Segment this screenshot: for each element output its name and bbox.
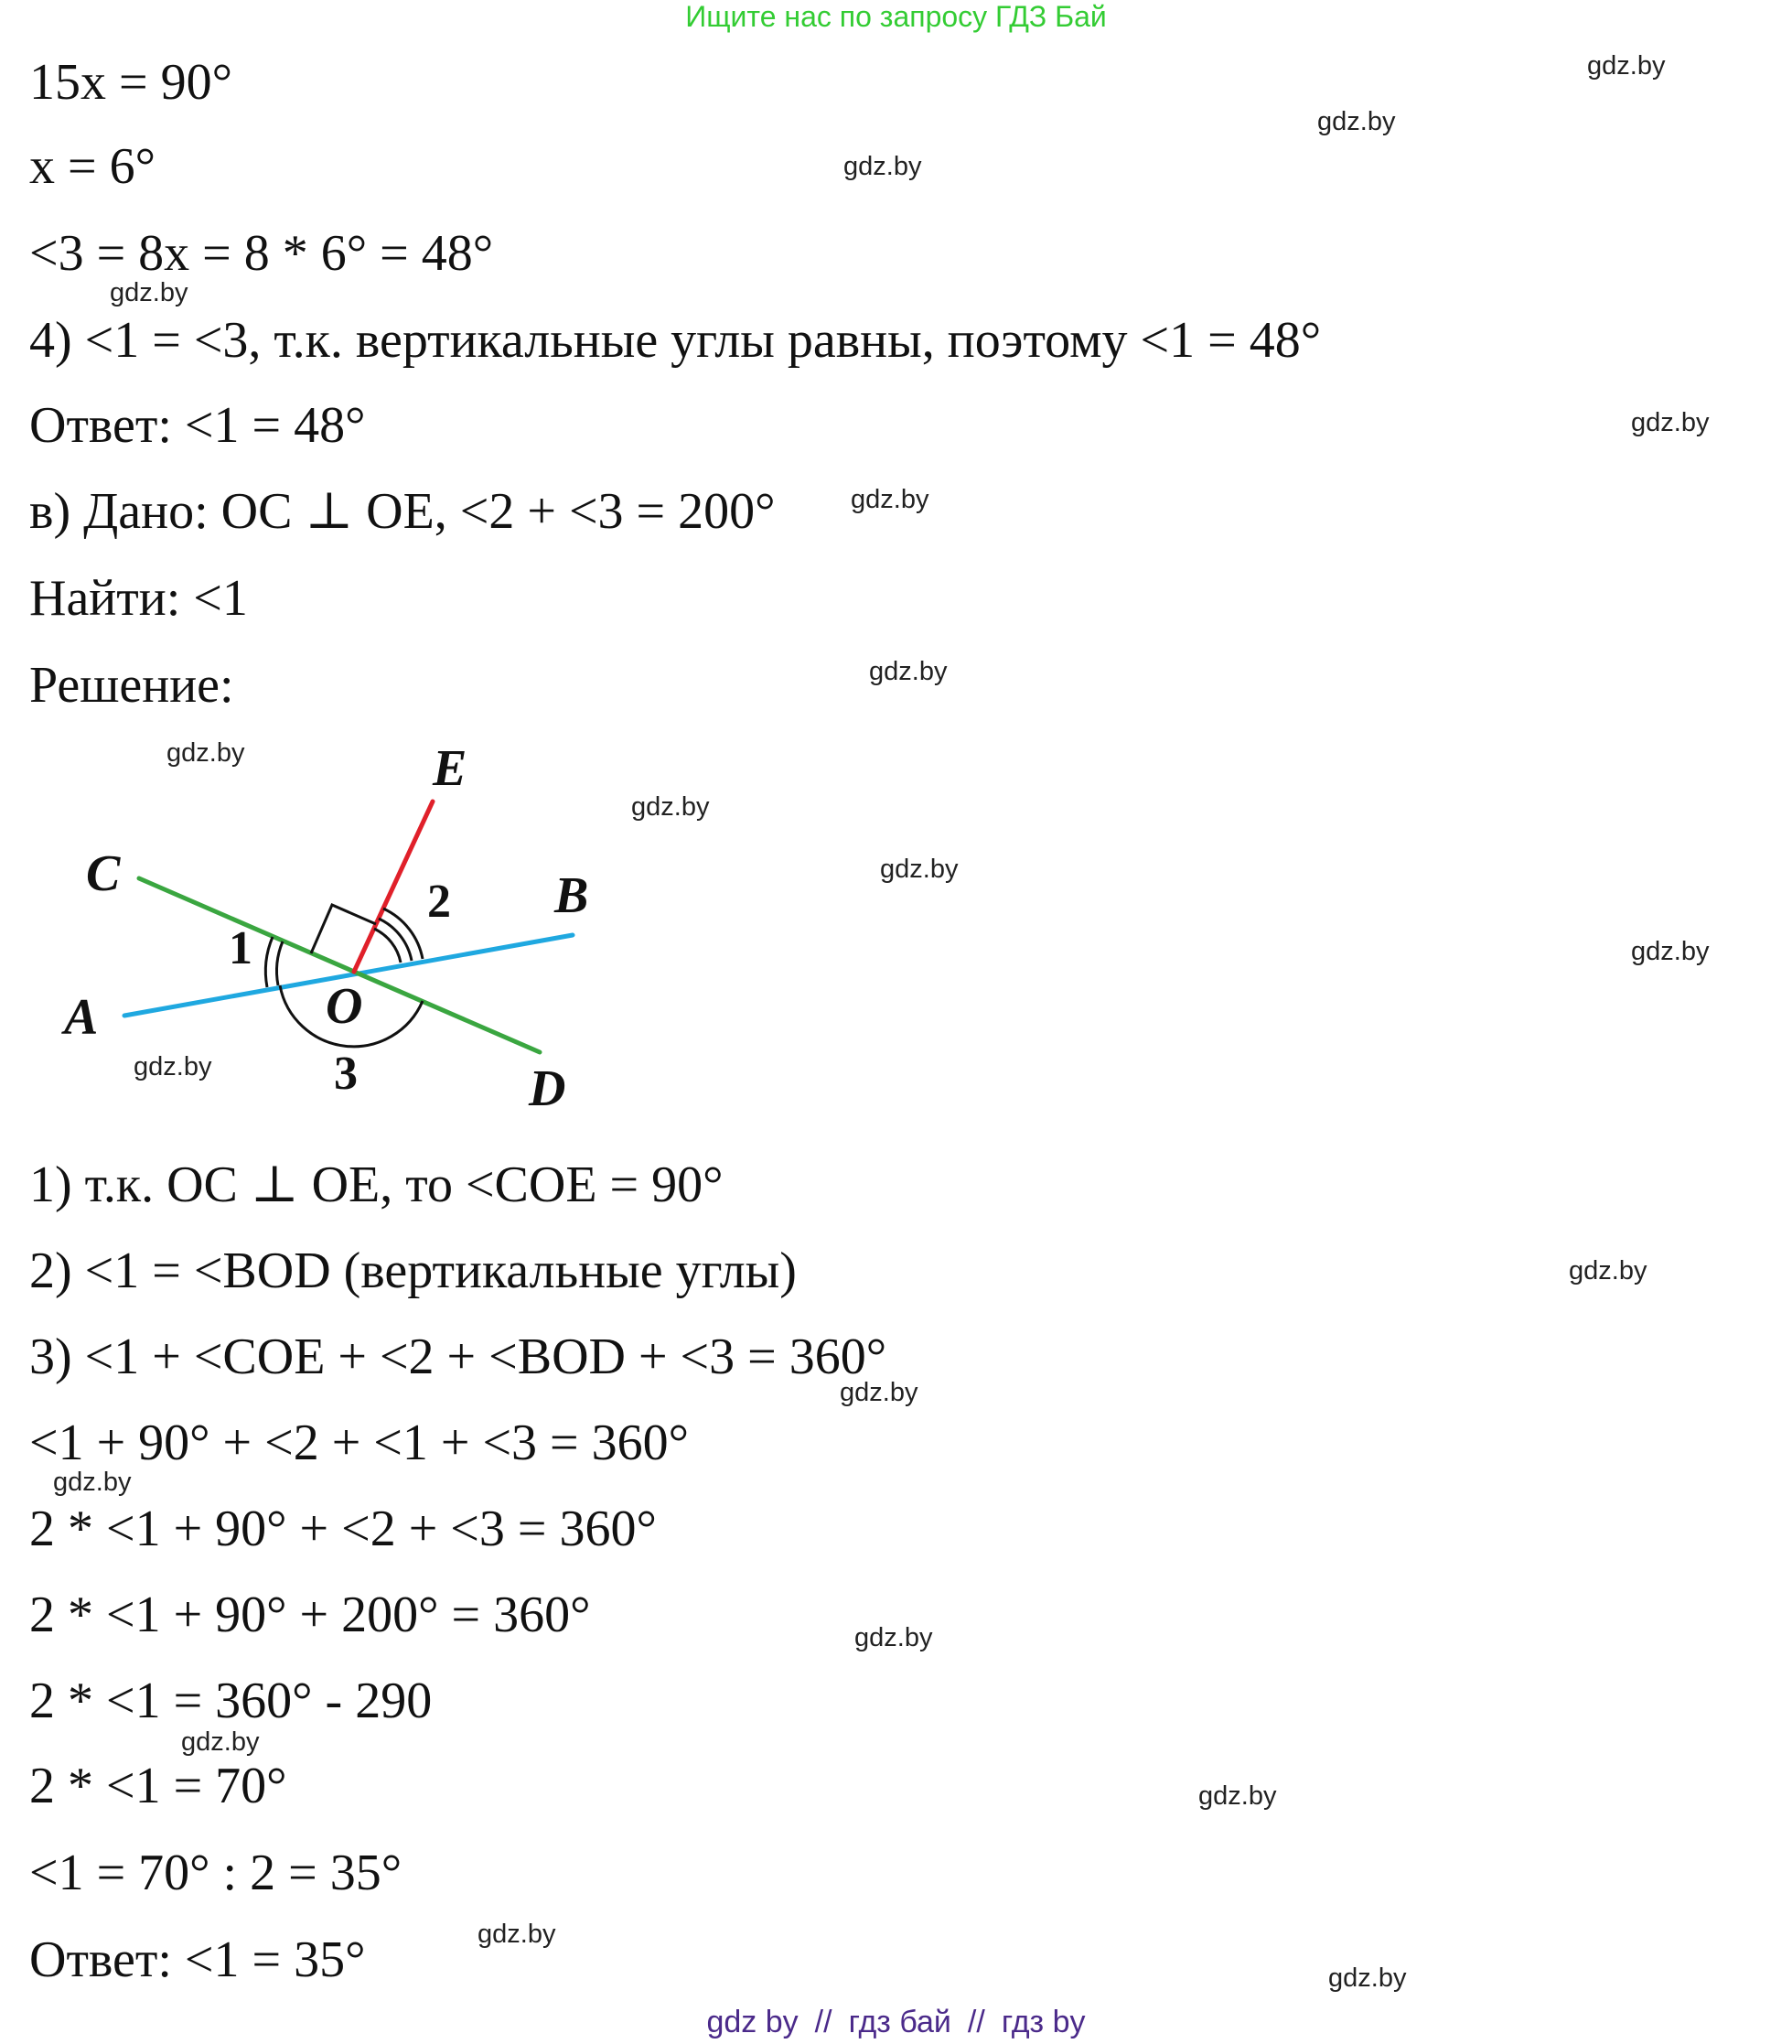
answer-line: Ответ: <1 = 35° [29,1931,366,1988]
given-line: в) Дано: OC ⊥ OE, <2 + <3 = 200° [29,483,776,540]
watermark: gdz.by [166,738,245,768]
answer-line: Ответ: <1 = 48° [29,397,366,454]
watermark: gdz.by [1328,1963,1407,1993]
solution-line: 2 * <1 = 360° - 290 [29,1673,433,1729]
angle-1-arc [265,937,273,987]
watermark: gdz.by [843,152,922,181]
solution-line: <1 = 70° : 2 = 35° [29,1845,402,1901]
point-label-e: E [433,740,467,797]
watermark: gdz.by [1317,107,1396,136]
solution-line: 4) <1 = <3, т.к. вертикальные углы равны, поэтому <1 = 48° [29,312,1322,369]
solution-line: <3 = 8x = 8 * 6° = 48° [29,225,494,282]
footer-separator: // [967,2005,985,2039]
watermark: gdz.by [110,278,188,307]
angle-2-arc [374,929,401,963]
angle-label-1: 1 [229,922,252,974]
watermark: gdz.by [134,1052,212,1081]
watermark: gdz.by [181,1727,260,1757]
watermark: gdz.by [1569,1256,1647,1286]
footer-link-gdz-by[interactable]: gdz by [706,2005,799,2039]
solution-line: <1 + 90° + <2 + <1 + <3 = 360° [29,1415,690,1471]
watermark: gdz.by [1587,51,1666,81]
solution-line: 2 * <1 + 90° + <2 + <3 = 360° [29,1501,657,1557]
solution-line: 2 * <1 = 70° [29,1758,287,1814]
watermark: gdz.by [851,485,929,514]
footer-separator: // [814,2005,832,2039]
watermark: gdz.by [1198,1781,1277,1811]
point-label-c: C [86,845,121,902]
watermark: gdz.by [631,792,710,822]
footer-link-gdz-bai[interactable]: гдз бай [848,2005,951,2039]
solution-line: x = 6° [29,138,156,195]
watermark: gdz.by [854,1623,933,1652]
angle-1-arc [277,941,283,985]
point-label-o: O [326,978,363,1035]
solution-line: 3) <1 + <COE + <2 + <BOD + <3 = 360° [29,1329,887,1385]
watermark: gdz.by [478,1920,556,1949]
find-line: Найти: <1 [29,570,248,627]
solution-line: 2 * <1 + 90° + 200° = 360° [29,1587,591,1643]
footer-links [0,2004,1792,2040]
solution-line: 15x = 90° [29,54,232,111]
solution-heading: Решение: [29,657,234,714]
watermark: gdz.by [840,1378,918,1407]
watermark: gdz.by [53,1468,132,1497]
point-label-b: B [554,867,589,924]
point-label-d: D [529,1060,566,1116]
watermark: gdz.by [1631,937,1710,966]
footer-link-gdz-by-cyr[interactable]: гдз by [1001,2005,1086,2039]
point-label-a: A [64,989,99,1046]
solution-line: 2) <1 = <BOD (вертикальные углы) [29,1243,797,1299]
watermark: gdz.by [880,855,959,884]
angle-2-arc [383,909,423,959]
watermark: gdz.by [869,657,948,686]
angle-label-2: 2 [427,876,451,928]
solution-line: 1) т.к. OC ⊥ OE, то <COE = 90° [29,1156,724,1213]
angle-label-3: 3 [334,1048,358,1100]
header-banner[interactable]: Ищите нас по запросу ГДЗ Бай [685,0,1107,33]
watermark: gdz.by [1631,408,1710,437]
